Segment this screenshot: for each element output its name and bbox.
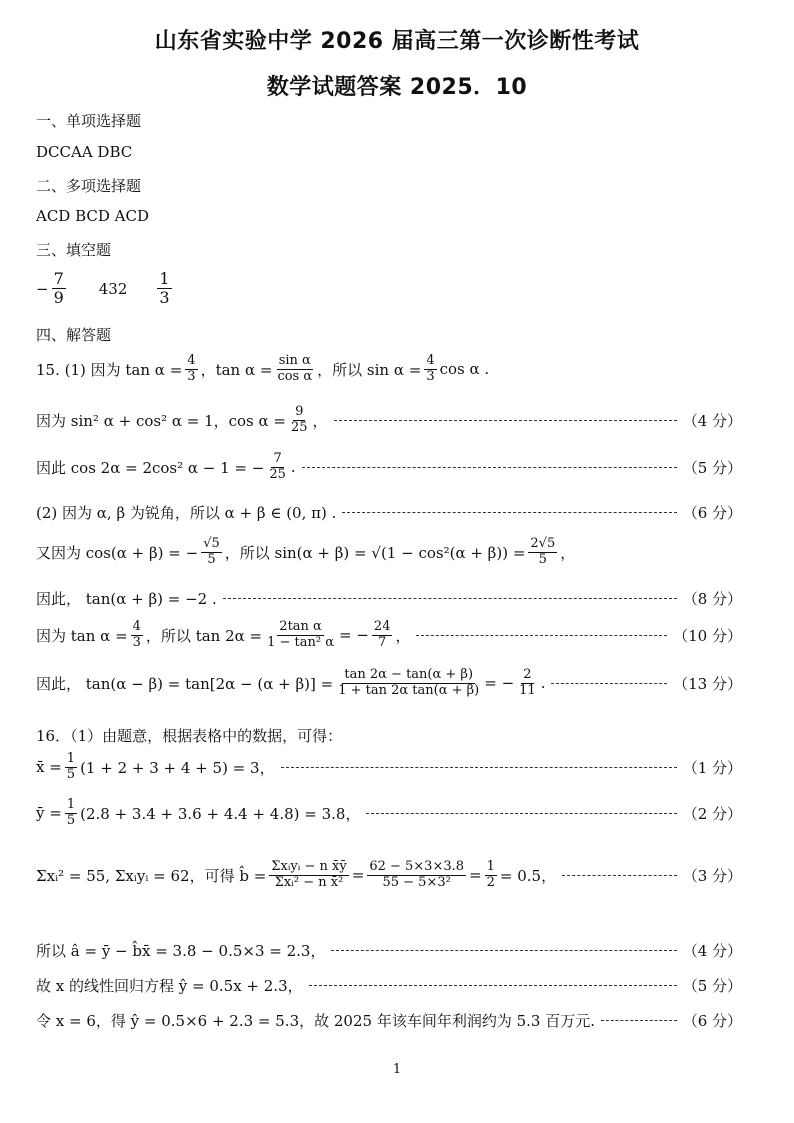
fraction [65,752,77,783]
fraction [201,537,222,568]
text: ， [312,411,328,430]
score-label: （2 分） [682,804,742,823]
q15-line-3 [36,452,742,483]
score-label: （5 分） [682,458,742,477]
fraction-denominator: 1 + tan 2α tan(α + β) [338,682,480,698]
dash-leader [331,950,676,951]
text: 因此， tan(α − β) = tan[2α − (α + β)] = [36,674,334,693]
fraction-numerator: 2 [523,667,532,682]
text: = − [339,626,369,645]
text: ，所以 sin(α + β) = √(1 − cos²(α + β)) = [224,543,526,562]
text: 15. (1) 因为 tan α = [36,360,183,379]
fraction-numerator: 1 [66,751,76,766]
score-label: （5 分） [682,977,742,995]
text: . [290,458,296,477]
answer-2: 432 [98,279,128,298]
text: = [469,866,482,885]
dash-leader [366,813,676,814]
text: (1 + 2 + 3 + 4 + 5) = 3， [80,758,275,777]
q15-line-6 [36,588,742,609]
fraction [517,668,538,699]
text: = [351,866,365,885]
fraction-numerator: 9 [295,404,304,419]
fraction [265,620,336,651]
single-choice-answers: DCCAA DBC [36,143,133,161]
fill-blank-answers [36,270,175,308]
fraction-denominator: 25 [269,466,286,482]
fraction-numerator: 1 [66,797,76,812]
section-heading-multi-choice: 二、多项选择题 [36,177,142,195]
fraction-denominator: 25 [291,419,308,435]
dash-leader [334,420,677,421]
fraction-numerator: 62 − 5×3×3.8 [369,859,465,874]
fraction-denominator: 3 [159,288,170,308]
q16-line-4 [36,940,742,961]
q16-line-2 [36,798,742,829]
fraction-numerator: 7 [53,269,64,288]
fraction-numerator: 4 [187,353,196,368]
dash-leader [281,767,677,768]
answer-sign: − [36,279,49,298]
fraction [185,354,197,385]
fraction-denominator: 5 [207,551,216,567]
score-label: （4 分） [682,942,742,960]
dash-leader [416,635,667,636]
text: 因此 cos 2α = 2cos² α − 1 = − [36,458,265,477]
fraction-numerator: 1 [486,859,495,874]
fraction-numerator: 4 [132,619,141,634]
text: 令 x = 6，得 ŷ = 0.5×6 + 2.3 = 5.3，故 2025 年该车间年利润约为 5.3 百万元. [36,1012,595,1030]
fraction-numerator: 2tan α [279,619,322,634]
exam-subtitle: 数学试题答案 2025．10 [266,75,528,100]
text: 所以 â = ȳ − b̂x̄ = 3.8 − 0.5×3 = 2.3， [36,942,326,960]
fraction [289,405,310,436]
text: . [540,674,546,693]
fraction [275,354,314,385]
fraction-numerator: Σxᵢyᵢ − n x̄ȳ [271,859,347,874]
fraction-numerator: 2√5 [530,536,556,551]
section-heading-solutions: 四、解答题 [36,326,112,344]
answer-fraction-1 [52,270,66,308]
score-label: （8 分） [682,590,742,608]
score-label: （1 分） [682,758,742,777]
page-number: 1 [392,1062,402,1077]
fraction-numerator: √5 [203,536,220,551]
text: ， [560,543,576,562]
text: ， [395,626,411,645]
fraction-denominator: 5 [66,812,76,828]
text: Σxᵢ² = 55, Σxᵢyᵢ = 62，可得 b̂ = [36,866,267,885]
q15-line-7 [36,620,742,651]
q16-line-6 [36,1010,742,1031]
fraction [424,354,436,385]
fraction-denominator: cos α [277,368,313,384]
fraction-numerator: tan 2α − tan(α + β) [344,667,474,682]
text: ，所以 tan 2α = [145,626,263,645]
score-label: （10 分） [673,626,742,645]
fraction [372,620,393,651]
q15-line-2 [36,405,742,436]
exam-title: 山东省实验中学 2026 届高三第一次诊断性考试 [154,29,640,54]
text: (2.8 + 3.4 + 3.6 + 4.4 + 4.8) = 3.8， [80,804,361,823]
score-label: （13 分） [673,674,742,693]
score-label: （6 分） [682,504,742,522]
text: (2) 因为 α, β 为锐角，所以 α + β ∈ (0, π) . [36,504,337,522]
text: 故 x 的线性回归方程 ŷ = 0.5x + 2.3， [36,977,303,995]
fraction-denominator: 55 − 5×3² [382,874,451,890]
text: = 0.5， [499,866,557,885]
text: 又因为 cos(α + β) = − [36,543,199,562]
dash-leader [551,683,667,684]
dash-leader [562,875,677,876]
fraction-denominator: 5 [538,551,547,567]
fraction [485,860,497,891]
q16-line-1 [36,752,742,783]
section-heading-fill-blank: 三、填空题 [36,241,112,259]
text: ȳ = [36,804,62,823]
fraction [336,668,481,699]
score-label: （6 分） [682,1012,742,1030]
fraction [131,620,143,651]
text: cos α . [439,360,490,379]
text: ，tan α = [200,360,273,379]
q15-line-8 [36,668,742,699]
dash-leader [302,467,677,468]
fraction-denominator: Σxᵢ² − n x̄² [274,874,344,890]
q15-line-5 [36,537,742,568]
fraction-numerator: 1 [159,269,170,288]
dash-leader [342,512,676,513]
dash-leader [223,598,677,599]
q15-line-1 [36,354,742,385]
fraction-denominator: 11 [519,682,536,698]
fraction-numerator: 4 [426,353,435,368]
text: 因为 sin² α + cos² α = 1，cos α = [36,411,286,430]
fraction-denominator: 3 [132,634,141,650]
fraction-numerator: 7 [273,451,282,466]
score-label: （3 分） [682,866,742,885]
answer-fraction-3 [157,270,171,308]
fraction-denominator: 3 [426,368,435,384]
dash-leader [309,985,677,986]
q16-intro: 16．（1）由题意，根据表格中的数据，可得： [36,727,343,745]
dash-leader [601,1020,677,1021]
text: = − [484,674,515,693]
fraction-numerator: 24 [373,619,391,634]
score-label: （4 分） [682,411,742,430]
q15-line-4 [36,502,742,523]
text: 因此， tan(α + β) = −2 . [36,590,217,608]
fraction-denominator: 7 [378,634,387,650]
text: 因为 tan α = [36,626,128,645]
text: x̄ = [36,758,62,777]
multi-choice-answers: ACD BCD ACD [36,207,150,225]
text: ，所以 sin α = [317,360,422,379]
fraction-denominator: 5 [66,766,76,782]
fraction-denominator: 9 [53,288,64,308]
fraction [528,537,557,568]
fraction-numerator: sin α [278,353,311,368]
q16-line-3 [36,860,742,891]
section-heading-single-choice: 一、单项选择题 [36,112,142,130]
fraction-denominator: 2 [486,874,495,890]
fraction [267,452,288,483]
fraction-denominator: 3 [187,368,196,384]
fraction [367,860,466,891]
fraction [65,798,77,829]
fraction-denominator: 1 − tan² α [267,634,335,650]
fraction [269,860,348,891]
q16-line-5 [36,975,742,996]
